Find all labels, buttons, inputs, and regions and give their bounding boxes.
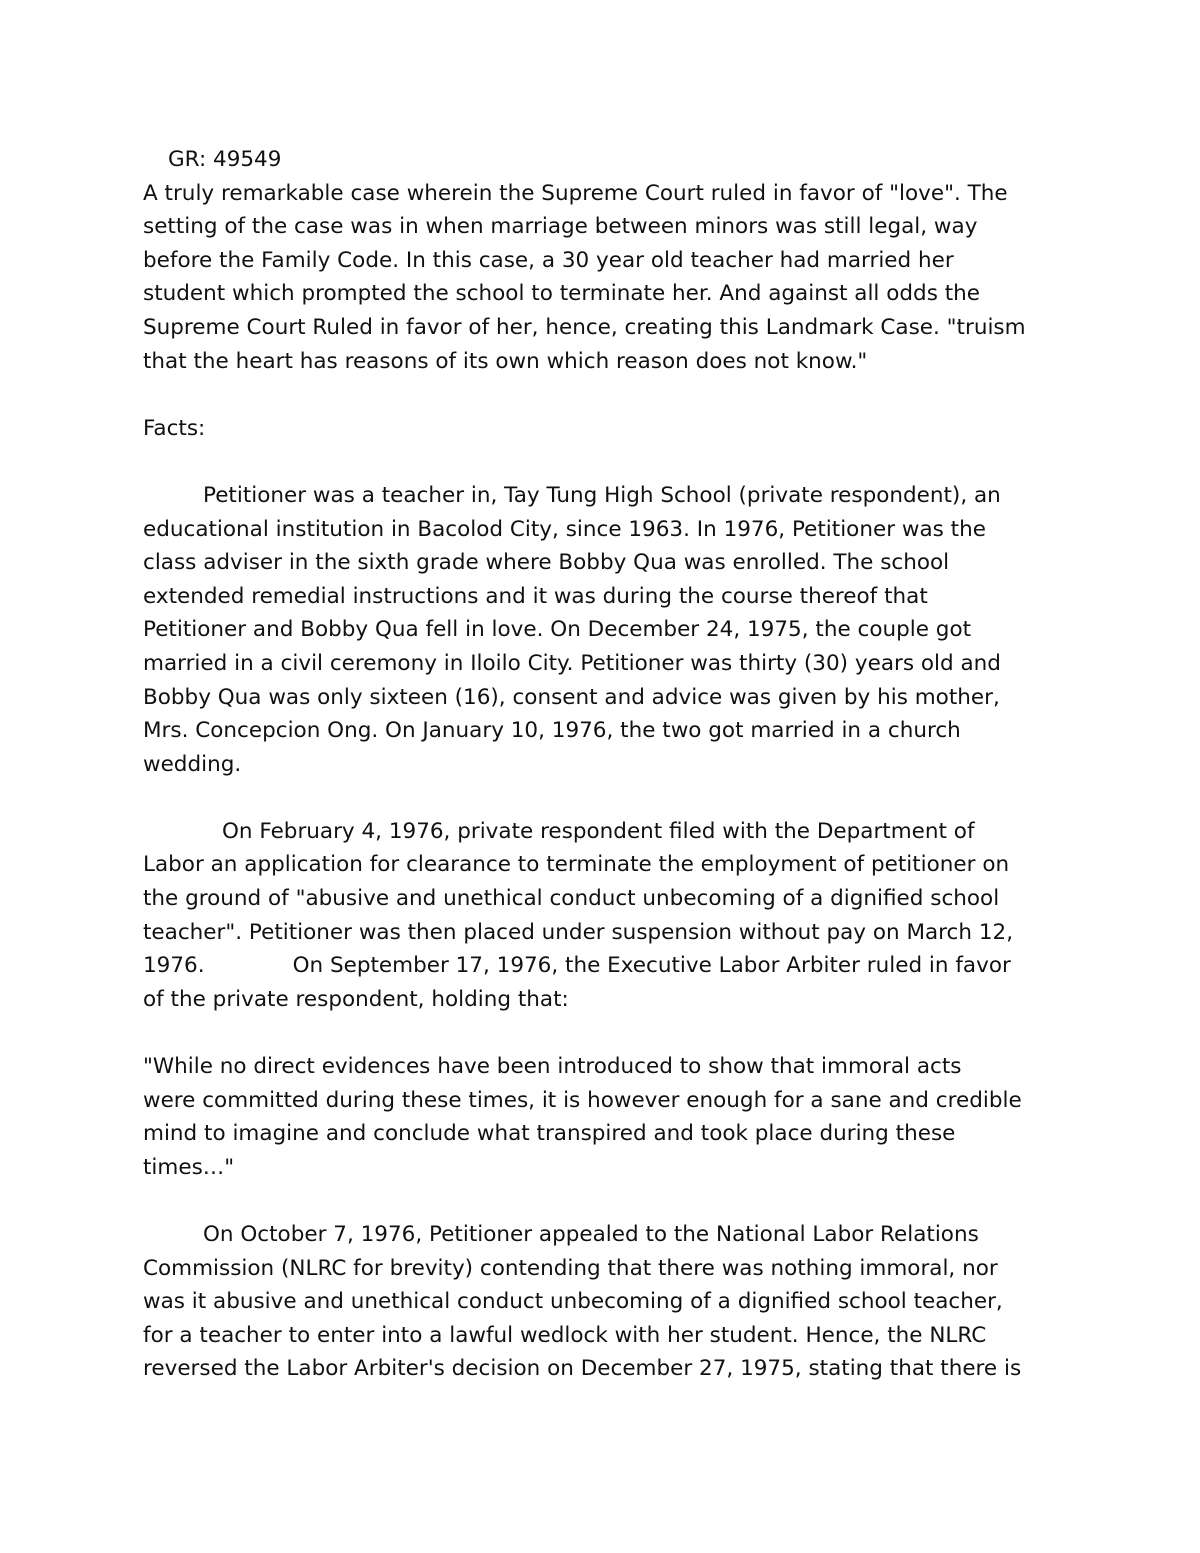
quote-line: were committed during these times, it is however enough for a sane and credible xyxy=(143,1087,1022,1113)
facts-paragraph-2 xyxy=(143,815,1063,1017)
paragraph-line-split xyxy=(143,949,1063,983)
quote-line: times…" xyxy=(143,1154,235,1180)
intro-line: Supreme Court Ruled in favor of her, hence, creating this Landmark Case. "truism xyxy=(143,314,1026,340)
facts-paragraph-1 xyxy=(143,479,1063,781)
spacer xyxy=(143,378,1063,412)
paragraph-line: reversed the Labor Arbiter's decision on December 27, 1975, stating that there is xyxy=(143,1356,1022,1382)
spacer xyxy=(143,445,1063,479)
intro-line: A truly remarkable case wherein the Supreme Court ruled in favor of "love". The xyxy=(143,180,1008,206)
paragraph-line: wedding. xyxy=(143,751,242,777)
case-number: GR: 49549 xyxy=(168,147,282,172)
facts-heading: Facts: xyxy=(143,415,206,441)
ruling-fragment: On September 17, 1976, the Executive Labor Arbiter ruled in favor xyxy=(292,953,1011,979)
document-body xyxy=(143,143,1063,1386)
intro-line: before the Family Code. In this case, a 30 year old teacher had married her xyxy=(143,247,954,273)
spacer xyxy=(143,1184,1063,1218)
intro-line: that the heart has reasons of its own which reason does not know." xyxy=(143,348,868,374)
spacer xyxy=(143,1016,1063,1050)
intro-line: setting of the case was in when marriage between minors was still legal, way xyxy=(143,214,978,240)
paragraph-line: for a teacher to enter into a lawful wedlock with her student. Hence, the NLRC xyxy=(143,1322,987,1348)
spacer xyxy=(143,781,1063,815)
paragraph-line: class adviser in the sixth grade where Bobby Qua was enrolled. The school xyxy=(143,550,950,576)
paragraph-line: was it abusive and unethical conduct unbecoming of a dignified school teacher, xyxy=(143,1289,1003,1315)
paragraph-line: educational institution in Bacolod City, since 1963. In 1976, Petitioner was the xyxy=(143,516,986,542)
quote-paragraph xyxy=(143,1050,1063,1184)
paragraph-line: married in a civil ceremony in Iloilo City. Petitioner was thirty (30) years old and xyxy=(143,650,1001,676)
paragraph-line: Mrs. Concepcion Ong. On January 10, 1976, the two got married in a church xyxy=(143,718,961,744)
paragraph-line: On October 7, 1976, Petitioner appealed to the National Labor Relations xyxy=(203,1222,979,1247)
quote-line: "While no direct evidences have been introduced to show that immoral acts xyxy=(143,1054,962,1080)
quote-line: mind to imagine and conclude what transpired and took place during these xyxy=(143,1121,956,1147)
facts-paragraph-3 xyxy=(143,1218,1063,1386)
paragraph-line: On February 4, 1976, private respondent filed with the Department of xyxy=(222,818,975,844)
intro-paragraph xyxy=(143,177,1063,379)
paragraph-line: extended remedial instructions and it was during the course thereof that xyxy=(143,583,928,609)
paragraph-line: Petitioner and Bobby Qua fell in love. On December 24, 1975, the couple got xyxy=(143,617,972,643)
paragraph-line: the ground of "abusive and unethical conduct unbecoming of a dignified school xyxy=(143,886,1000,912)
date-fragment: 1976. xyxy=(143,953,205,979)
paragraph-line: of the private respondent, holding that: xyxy=(143,986,569,1012)
intro-line: student which prompted the school to terminate her. And against all odds the xyxy=(143,281,981,307)
paragraph-line: Commission (NLRC for brevity) contending that there was nothing immoral, nor xyxy=(143,1255,998,1281)
paragraph-line: Bobby Qua was only sixteen (16), consent and advice was given by his mother, xyxy=(143,684,1000,710)
paragraph-line: Petitioner was a teacher in, Tay Tung High School (private respondent), an xyxy=(203,482,1001,508)
paragraph-line: teacher". Petitioner was then placed under suspension without pay on March 12, xyxy=(143,919,1014,945)
paragraph-line: Labor an application for clearance to terminate the employment of petitioner on xyxy=(143,852,1010,878)
